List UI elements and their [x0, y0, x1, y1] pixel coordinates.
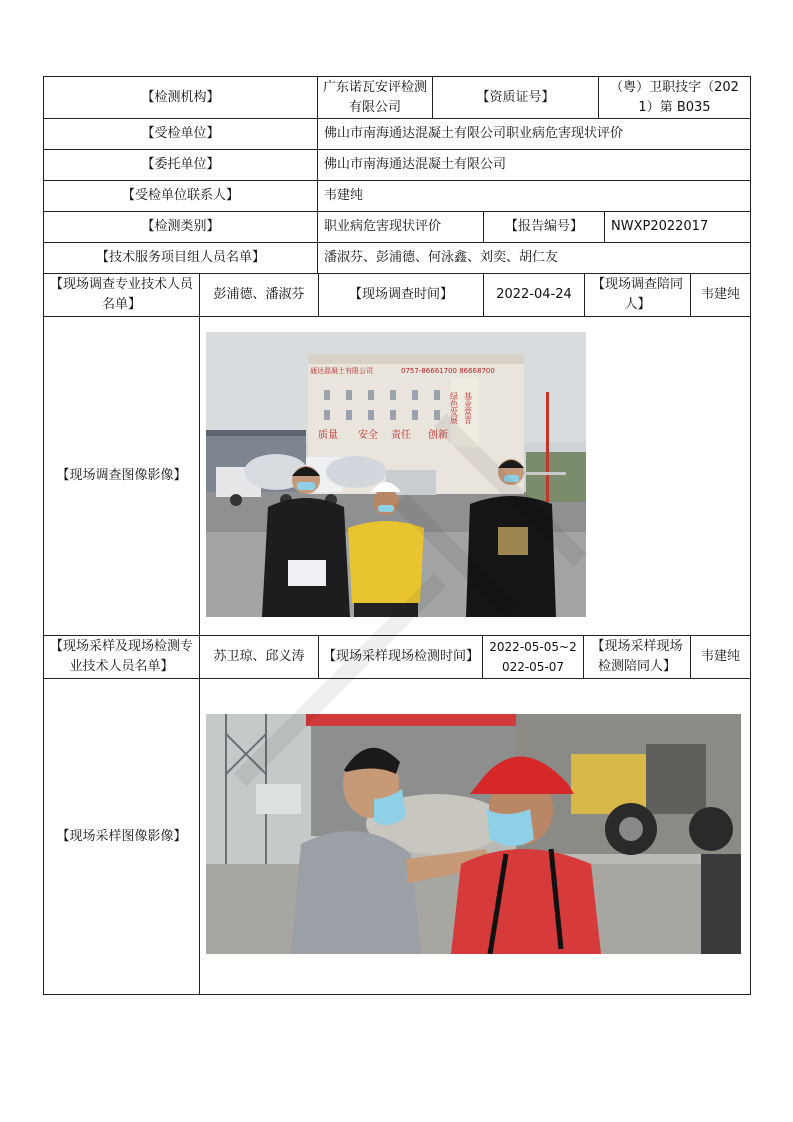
category-label: 【检测类别】: [43, 211, 318, 243]
survey-staff-label: 【现场调查专业技术人员名单】: [43, 273, 200, 317]
building-sign: 通达混凝土有限公司: [310, 367, 373, 375]
slogan-vertical-2: 基业常青: [463, 392, 473, 424]
slogan-responsibility: 责任: [391, 430, 411, 441]
survey-staff-value: 彭浦德、潘淑芬: [199, 273, 319, 317]
sampling-image-label: 【现场采样图像影像】: [43, 678, 200, 995]
sampling-companion-label: 【现场采样现场检测陪同人】: [583, 635, 691, 679]
inspected-label: 【受检单位】: [43, 118, 318, 150]
category-value: 职业病危害现状评价: [317, 211, 484, 243]
sampling-staff-label: 【现场采样及现场检测专业技术人员名单】: [43, 635, 200, 679]
org-label: 【检测机构】: [43, 76, 318, 119]
survey-photo: [206, 332, 586, 617]
client-value: 佛山市南海通达混凝土有限公司: [317, 149, 751, 181]
team-value: 潘淑芬、彭浦德、何泳鑫、刘奕、胡仁友: [317, 242, 751, 274]
sampling-companion-value: 韦建纯: [690, 635, 751, 679]
report-no-label: 【报告编号】: [483, 211, 605, 243]
inspected-value: 佛山市南海通达混凝土有限公司职业病危害现状评价: [317, 118, 751, 150]
survey-image-label: 【现场调查图像影像】: [43, 316, 200, 636]
slogan-innovation: 创新: [428, 430, 448, 441]
survey-time-value: 2022-04-24: [483, 273, 585, 317]
sampling-staff-value: 苏卫琼、邱义涛: [199, 635, 319, 679]
contact-label: 【受检单位联系人】: [43, 180, 318, 212]
building-phone: 0757-86661700 86668700: [401, 367, 495, 375]
cert-value: （粤）卫职技字（2021）第 B035: [598, 76, 751, 119]
slogan-safety: 安全: [358, 430, 378, 441]
contact-value: 韦建纯: [317, 180, 751, 212]
org-value: 广东诺瓦安评检测有限公司: [317, 76, 433, 119]
sampling-time-label: 【现场采样现场检测时间】: [318, 635, 483, 679]
sampling-photo: [206, 714, 741, 954]
survey-companion-label: 【现场调查陪同人】: [584, 273, 691, 317]
survey-time-label: 【现场调查时间】: [318, 273, 484, 317]
slogan-quality: 质量: [318, 430, 338, 441]
team-label: 【技术服务项目组人员名单】: [43, 242, 318, 274]
sampling-time-value: 2022-05-05~2022-05-07: [482, 635, 584, 679]
report-no-value: NWXP2022017: [604, 211, 751, 243]
client-label: 【委托单位】: [43, 149, 318, 181]
survey-companion-value: 韦建纯: [690, 273, 751, 317]
slogan-vertical-1: 绿色发展: [449, 392, 459, 424]
cert-label: 【资质证号】: [432, 76, 599, 119]
